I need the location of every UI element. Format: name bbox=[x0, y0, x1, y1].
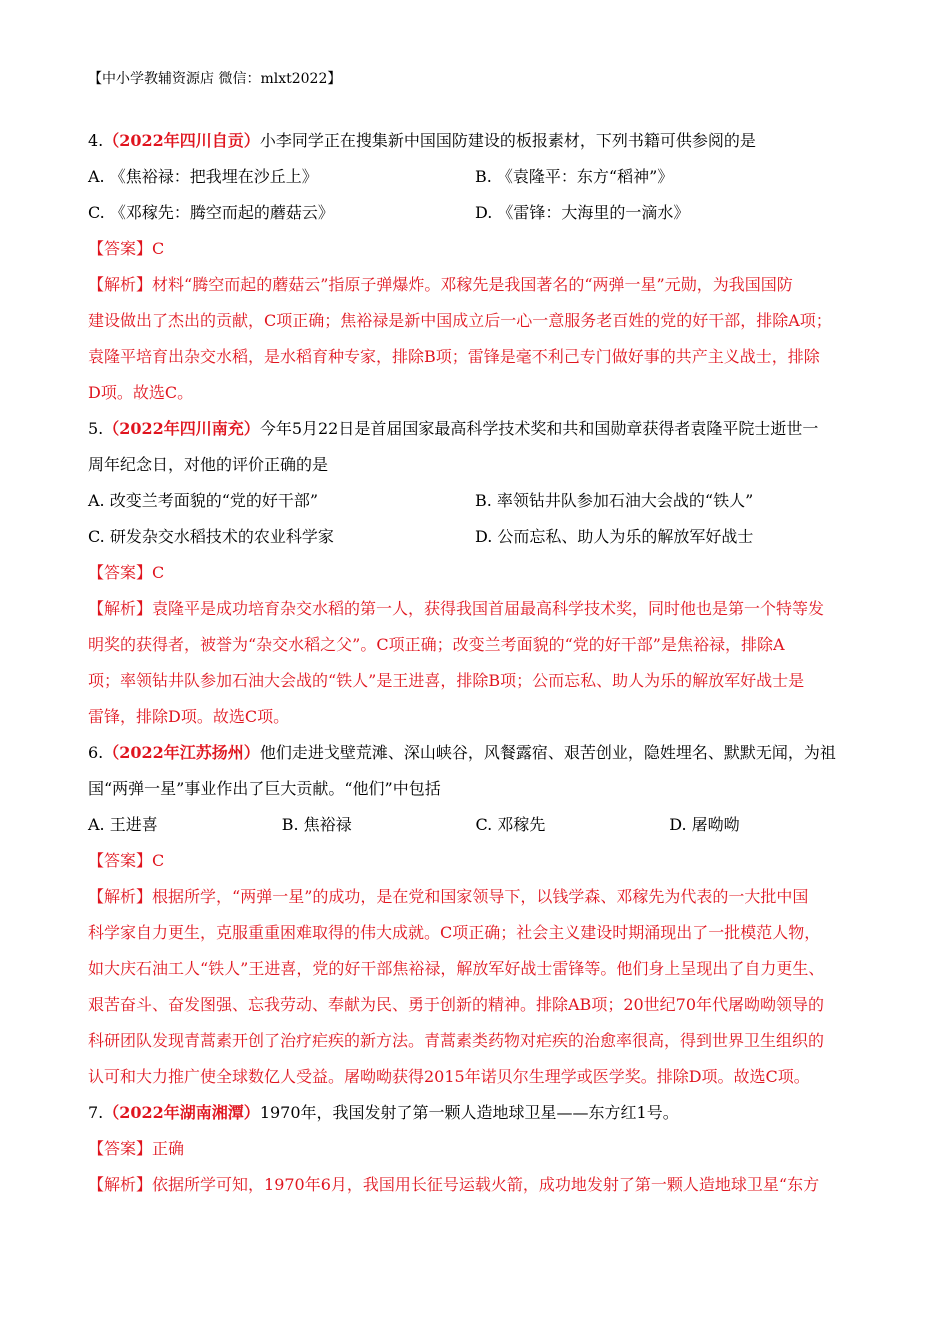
answer-label: 【答案】 bbox=[88, 851, 153, 870]
question-source: （2022年四川南充） bbox=[103, 419, 260, 438]
option-a: A. 改变兰考面貌的“党的好干部” bbox=[88, 491, 319, 510]
question-6-analysis bbox=[88, 879, 863, 1095]
option-c: C. 《邓稼先：腾空而起的蘑菇云》 bbox=[88, 203, 334, 222]
option-c: C. 研发杂交水稻技术的农业科学家 bbox=[88, 527, 334, 546]
question-5 bbox=[88, 411, 863, 735]
answer-value: 正确 bbox=[152, 1139, 185, 1158]
question-5-stem-cont: 周年纪念日，对他的评价正确的是 bbox=[88, 455, 329, 474]
question-text: 他们走进戈壁荒滩、深山峡谷，风餐露宿、艰苦创业，隐姓埋名、默默无闻，为祖 bbox=[259, 743, 836, 762]
question-5-analysis bbox=[88, 591, 863, 735]
analysis-line: 科学家自力更生，克服重重困难取得的伟大成就。C项正确；社会主义建设时期涌现出了一批模范人物， bbox=[88, 923, 821, 942]
question-number: 5. bbox=[88, 419, 104, 438]
question-source: （2022年四川自贡） bbox=[103, 131, 260, 150]
analysis-label: 【解析】 bbox=[88, 887, 153, 906]
option-b: B. 率领钻井队参加石油大会战的“铁人” bbox=[475, 491, 754, 510]
analysis-line: 建设做出了杰出的贡献，C项正确；焦裕禄是新中国成立后一心一意服务老百姓的党的好干部，排除A项； bbox=[88, 311, 832, 330]
option-c: C. 邓稼先 bbox=[475, 815, 546, 834]
question-5-options-row-1 bbox=[88, 483, 863, 519]
answer-label: 【答案】 bbox=[88, 239, 153, 258]
analysis-text: 依据所学可知，1970年6月，我国用长征号运载火箭，成功地发射了第一颗人造地球卫星“东方 bbox=[152, 1175, 820, 1194]
analysis-line: 袁隆平培育出杂交水稻，是水稻育种专家，排除B项；雷锋是毫不利己专门做好事的共产主义战士，排除 bbox=[88, 347, 820, 366]
analysis-line: 明奖的获得者，被誉为“杂交水稻之父”。C项正确；改变兰考面貌的“党的好干部”是焦裕禄，排除A bbox=[88, 635, 785, 654]
analysis-line: 认可和大力推广使全球数亿人受益。屠呦呦获得2015年诺贝尔生理学或医学奖。排除D项。故选C项。 bbox=[88, 1067, 810, 1086]
option-b: B. 《袁隆平：东方“稻神”》 bbox=[475, 167, 674, 186]
question-6-options bbox=[88, 807, 863, 843]
question-7-analysis bbox=[88, 1167, 863, 1203]
question-7-answer bbox=[88, 1131, 863, 1167]
analysis-line: D项。故选C。 bbox=[88, 383, 194, 402]
question-6-answer bbox=[88, 843, 863, 879]
question-6-stem bbox=[88, 735, 863, 771]
analysis-line: 项；率领钻井队参加石油大会战的“铁人”是王进喜，排除B项；公而忘私、助人为乐的解放军好战士是 bbox=[88, 671, 805, 690]
question-4-options-row-1 bbox=[88, 159, 863, 195]
analysis-label: 【解析】 bbox=[88, 1175, 153, 1194]
analysis-text: 根据所学，“两弹一星”的成功，是在党和国家领导下，以钱学森、邓稼先为代表的一大批中国 bbox=[152, 887, 809, 906]
question-source: （2022年江苏扬州） bbox=[103, 743, 260, 762]
analysis-line bbox=[88, 1167, 863, 1203]
question-source: （2022年湖南湘潭） bbox=[103, 1103, 260, 1122]
question-6-stem-cont: 国“两弹一星”事业作出了巨大贡献。“他们”中包括 bbox=[88, 779, 441, 798]
analysis-line bbox=[88, 591, 863, 627]
answer-label: 【答案】 bbox=[88, 563, 153, 582]
question-7-stem bbox=[88, 1095, 863, 1131]
option-d: D. 《雷锋：大海里的一滴水》 bbox=[475, 203, 690, 222]
question-text: 今年5月22日是首届国家最高科学技术奖和共和国勋章获得者袁隆平院士逝世一 bbox=[259, 419, 819, 438]
option-d: D. 公而忘私、助人为乐的解放军好战士 bbox=[475, 527, 754, 546]
analysis-text: 材料“腾空而起的蘑菇云”指原子弹爆炸。邓稼先是我国著名的“两弹一星”元勋，为我国国防 bbox=[152, 275, 793, 294]
question-6 bbox=[88, 735, 863, 1095]
question-text: 1970年，我国发射了第一颗人造地球卫星——东方红1号。 bbox=[259, 1103, 679, 1122]
question-4-answer bbox=[88, 231, 863, 267]
option-a: A. 《焦裕禄：把我埋在沙丘上》 bbox=[88, 167, 318, 186]
option-b: B. 焦裕禄 bbox=[281, 815, 352, 834]
question-4-stem bbox=[88, 123, 863, 159]
analysis-line: 科研团队发现青蒿素开创了治疗疟疾的新方法。青蒿素类药物对疟疾的治愈率很高，得到世界卫生组织的 bbox=[88, 1031, 825, 1050]
page-header: 【中小学教辅资源店 微信：mlxt2022】 bbox=[88, 71, 342, 87]
content bbox=[88, 123, 863, 1203]
question-number: 7. bbox=[88, 1103, 104, 1122]
analysis-line bbox=[88, 879, 863, 915]
answer-value: C bbox=[152, 851, 165, 870]
question-text: 小李同学正在搜集新中国国防建设的板报素材，下列书籍可供参阅的是 bbox=[259, 131, 756, 150]
analysis-line: 如大庆石油工人“铁人”王进喜，党的好干部焦裕禄，解放军好战士雷锋等。他们身上呈现出了自力更生、 bbox=[88, 959, 825, 978]
question-number: 4. bbox=[88, 131, 104, 150]
question-number: 6. bbox=[88, 743, 104, 762]
answer-value: C bbox=[152, 239, 165, 258]
question-5-options-row-2 bbox=[88, 519, 863, 555]
answer-value: C bbox=[152, 563, 165, 582]
question-4 bbox=[88, 123, 863, 411]
analysis-line: 雷锋，排除D项。故选C项。 bbox=[88, 707, 290, 726]
question-4-options-row-2 bbox=[88, 195, 863, 231]
question-5-stem bbox=[88, 411, 863, 447]
answer-label: 【答案】 bbox=[88, 1139, 153, 1158]
option-a: A. 王进喜 bbox=[88, 815, 158, 834]
question-5-answer bbox=[88, 555, 863, 591]
analysis-line: 艰苦奋斗、奋发图强、忘我劳动、奉献为民、勇于创新的精神。排除AB项；20世纪70年代屠呦呦领导的 bbox=[88, 995, 825, 1014]
analysis-label: 【解析】 bbox=[88, 275, 153, 294]
option-d: D. 屠呦呦 bbox=[669, 815, 740, 834]
analysis-text: 袁隆平是成功培育杂交水稻的第一人，获得我国首届最高科学技术奖，同时他也是第一个特等发 bbox=[152, 599, 825, 618]
question-7 bbox=[88, 1095, 863, 1203]
question-4-analysis bbox=[88, 267, 863, 411]
analysis-line bbox=[88, 267, 863, 303]
analysis-label: 【解析】 bbox=[88, 599, 153, 618]
